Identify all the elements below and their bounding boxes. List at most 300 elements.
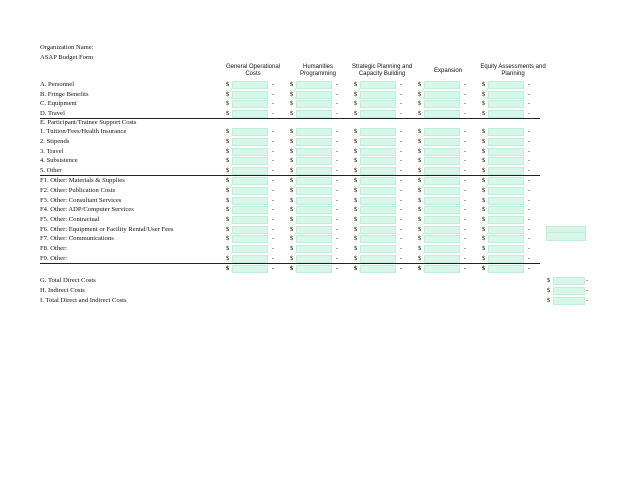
currency-symbol: $ bbox=[226, 206, 230, 213]
budget-input[interactable] bbox=[488, 206, 524, 214]
row-label: B. Fringe Benefits bbox=[40, 91, 89, 98]
currency-symbol: $ bbox=[547, 277, 551, 284]
value-dash: - bbox=[272, 216, 275, 223]
currency-symbol: $ bbox=[226, 245, 230, 252]
row-label: F8. Other: bbox=[40, 245, 68, 252]
budget-input[interactable] bbox=[296, 81, 332, 89]
value-dash: - bbox=[272, 206, 275, 213]
budget-input[interactable] bbox=[360, 148, 396, 156]
value-dash: - bbox=[336, 91, 339, 98]
budget-input[interactable] bbox=[232, 91, 268, 99]
budget-input[interactable] bbox=[488, 216, 524, 224]
value-dash: - bbox=[464, 255, 467, 262]
budget-input[interactable] bbox=[488, 138, 524, 146]
currency-symbol: $ bbox=[354, 235, 358, 242]
budget-input[interactable] bbox=[360, 255, 396, 263]
value-dash: - bbox=[272, 187, 275, 194]
currency-symbol: $ bbox=[482, 197, 486, 204]
value-dash: - bbox=[400, 255, 403, 262]
value-dash: - bbox=[272, 265, 275, 272]
value-dash: - bbox=[528, 265, 531, 272]
budget-input[interactable] bbox=[296, 167, 332, 175]
budget-input[interactable] bbox=[360, 81, 396, 89]
budget-input[interactable] bbox=[424, 157, 460, 165]
budget-input[interactable] bbox=[488, 255, 524, 263]
budget-input[interactable] bbox=[360, 128, 396, 136]
budget-input[interactable] bbox=[488, 81, 524, 89]
section-divider bbox=[40, 263, 540, 264]
value-dash: - bbox=[400, 245, 403, 252]
value-dash: - bbox=[272, 167, 275, 174]
currency-symbol: $ bbox=[290, 91, 294, 98]
budget-input[interactable] bbox=[488, 245, 524, 253]
budget-input[interactable] bbox=[232, 255, 268, 263]
budget-input[interactable] bbox=[296, 100, 332, 108]
budget-input[interactable] bbox=[424, 128, 460, 136]
currency-symbol: $ bbox=[290, 157, 294, 164]
total-label: G. Total Direct Costs bbox=[40, 277, 96, 284]
currency-symbol: $ bbox=[482, 187, 486, 194]
value-dash: - bbox=[336, 177, 339, 184]
column-header-humanities: Humanities Programming bbox=[299, 64, 336, 77]
budget-input[interactable] bbox=[424, 81, 460, 89]
value-dash: - bbox=[528, 157, 531, 164]
value-dash: - bbox=[272, 128, 275, 135]
currency-symbol: $ bbox=[482, 255, 486, 262]
currency-symbol: $ bbox=[354, 226, 358, 233]
budget-input[interactable] bbox=[488, 226, 524, 234]
total-input[interactable] bbox=[553, 277, 585, 285]
value-dash: - bbox=[528, 91, 531, 98]
currency-symbol: $ bbox=[290, 216, 294, 223]
currency-symbol: $ bbox=[354, 128, 358, 135]
total-label: H. Indirect Costs bbox=[40, 287, 85, 294]
currency-symbol: $ bbox=[482, 177, 486, 184]
value-dash: - bbox=[400, 206, 403, 213]
budget-input[interactable] bbox=[296, 138, 332, 146]
budget-input[interactable] bbox=[488, 197, 524, 205]
budget-input[interactable] bbox=[232, 235, 268, 243]
currency-symbol: $ bbox=[418, 81, 422, 88]
currency-symbol: $ bbox=[354, 167, 358, 174]
currency-symbol: $ bbox=[290, 187, 294, 194]
column-header-equity: Equity Assessments and Planning bbox=[480, 64, 546, 77]
value-dash: - bbox=[400, 128, 403, 135]
value-dash: - bbox=[272, 197, 275, 204]
currency-symbol: $ bbox=[354, 255, 358, 262]
currency-symbol: $ bbox=[226, 110, 230, 117]
budget-input[interactable] bbox=[546, 232, 586, 241]
value-dash: - bbox=[528, 167, 531, 174]
currency-symbol: $ bbox=[482, 110, 486, 117]
budget-input[interactable] bbox=[360, 138, 396, 146]
row-label: F7. Other: Communications bbox=[40, 235, 114, 242]
budget-input[interactable] bbox=[296, 157, 332, 165]
budget-input[interactable] bbox=[296, 216, 332, 224]
value-dash: - bbox=[464, 157, 467, 164]
currency-symbol: $ bbox=[418, 216, 422, 223]
section-divider bbox=[40, 175, 540, 176]
budget-input[interactable] bbox=[424, 177, 460, 185]
currency-symbol: $ bbox=[418, 235, 422, 242]
value-dash: - bbox=[400, 216, 403, 223]
currency-symbol: $ bbox=[226, 167, 230, 174]
currency-symbol: $ bbox=[418, 197, 422, 204]
total-input[interactable] bbox=[553, 287, 585, 295]
value-dash: - bbox=[336, 128, 339, 135]
currency-symbol: $ bbox=[354, 91, 358, 98]
column-total[interactable] bbox=[424, 265, 460, 273]
value-dash: - bbox=[336, 226, 339, 233]
currency-symbol: $ bbox=[418, 100, 422, 107]
budget-input[interactable] bbox=[232, 197, 268, 205]
currency-symbol: $ bbox=[226, 177, 230, 184]
currency-symbol: $ bbox=[226, 81, 230, 88]
row-label: F3. Other: Consultant Services bbox=[40, 197, 122, 204]
budget-input[interactable] bbox=[232, 245, 268, 253]
value-dash: - bbox=[464, 197, 467, 204]
value-dash: - bbox=[586, 287, 589, 294]
currency-symbol: $ bbox=[290, 235, 294, 242]
currency-symbol: $ bbox=[226, 235, 230, 242]
budget-input[interactable] bbox=[488, 100, 524, 108]
value-dash: - bbox=[528, 100, 531, 107]
row-label: F2. Other: Publication Costs bbox=[40, 187, 116, 194]
currency-symbol: $ bbox=[547, 287, 551, 294]
value-dash: - bbox=[464, 167, 467, 174]
budget-input[interactable] bbox=[360, 100, 396, 108]
budget-input[interactable] bbox=[424, 245, 460, 253]
currency-symbol: $ bbox=[482, 128, 486, 135]
currency-symbol: $ bbox=[290, 128, 294, 135]
currency-symbol: $ bbox=[290, 81, 294, 88]
currency-symbol: $ bbox=[418, 157, 422, 164]
value-dash: - bbox=[528, 197, 531, 204]
currency-symbol: $ bbox=[418, 265, 422, 272]
budget-input[interactable] bbox=[296, 206, 332, 214]
budget-input[interactable] bbox=[360, 197, 396, 205]
currency-symbol: $ bbox=[226, 265, 230, 272]
currency-symbol: $ bbox=[418, 110, 422, 117]
value-dash: - bbox=[464, 100, 467, 107]
value-dash: - bbox=[272, 91, 275, 98]
budget-input[interactable] bbox=[296, 91, 332, 99]
budget-input[interactable] bbox=[488, 235, 524, 243]
value-dash: - bbox=[272, 110, 275, 117]
budget-input[interactable] bbox=[488, 91, 524, 99]
budget-input[interactable] bbox=[424, 216, 460, 224]
currency-symbol: $ bbox=[226, 148, 230, 155]
row-label: F4. Other: ADP/Computer Services bbox=[40, 206, 134, 213]
currency-symbol: $ bbox=[226, 138, 230, 145]
value-dash: - bbox=[464, 91, 467, 98]
value-dash: - bbox=[464, 226, 467, 233]
value-dash: - bbox=[336, 187, 339, 194]
currency-symbol: $ bbox=[354, 187, 358, 194]
value-dash: - bbox=[400, 91, 403, 98]
value-dash: - bbox=[400, 235, 403, 242]
currency-symbol: $ bbox=[354, 157, 358, 164]
value-dash: - bbox=[400, 265, 403, 272]
currency-symbol: $ bbox=[418, 91, 422, 98]
value-dash: - bbox=[464, 81, 467, 88]
budget-input[interactable] bbox=[296, 110, 332, 118]
value-dash: - bbox=[400, 100, 403, 107]
currency-symbol: $ bbox=[482, 245, 486, 252]
budget-input[interactable] bbox=[488, 148, 524, 156]
budget-input[interactable] bbox=[424, 110, 460, 118]
budget-input[interactable] bbox=[296, 187, 332, 195]
currency-symbol: $ bbox=[290, 138, 294, 145]
column-header-expansion: Expansion bbox=[433, 68, 463, 74]
value-dash: - bbox=[528, 226, 531, 233]
budget-input[interactable] bbox=[424, 91, 460, 99]
currency-symbol: $ bbox=[226, 197, 230, 204]
value-dash: - bbox=[400, 226, 403, 233]
value-dash: - bbox=[272, 100, 275, 107]
currency-symbol: $ bbox=[354, 81, 358, 88]
budget-input[interactable] bbox=[232, 206, 268, 214]
column-header-strategic-planning: Strategic Planning and Capacity Building bbox=[351, 64, 413, 77]
budget-input[interactable] bbox=[424, 197, 460, 205]
value-dash: - bbox=[400, 197, 403, 204]
budget-input[interactable] bbox=[296, 235, 332, 243]
currency-symbol: $ bbox=[290, 255, 294, 262]
currency-symbol: $ bbox=[482, 91, 486, 98]
budget-input[interactable] bbox=[424, 100, 460, 108]
value-dash: - bbox=[400, 157, 403, 164]
row-label: C. Equipment bbox=[40, 100, 77, 107]
currency-symbol: $ bbox=[354, 245, 358, 252]
budget-input[interactable] bbox=[424, 187, 460, 195]
value-dash: - bbox=[528, 177, 531, 184]
value-dash: - bbox=[464, 148, 467, 155]
budget-input[interactable] bbox=[296, 255, 332, 263]
value-dash: - bbox=[528, 206, 531, 213]
budget-input[interactable] bbox=[360, 157, 396, 165]
currency-symbol: $ bbox=[418, 206, 422, 213]
value-dash: - bbox=[464, 206, 467, 213]
value-dash: - bbox=[400, 187, 403, 194]
value-dash: - bbox=[528, 81, 531, 88]
currency-symbol: $ bbox=[482, 216, 486, 223]
value-dash: - bbox=[586, 297, 589, 304]
value-dash: - bbox=[400, 81, 403, 88]
column-total[interactable] bbox=[360, 265, 396, 273]
value-dash: - bbox=[336, 148, 339, 155]
budget-input[interactable] bbox=[424, 235, 460, 243]
budget-input[interactable] bbox=[232, 110, 268, 118]
budget-input[interactable] bbox=[488, 128, 524, 136]
budget-input[interactable] bbox=[360, 110, 396, 118]
budget-input[interactable] bbox=[360, 91, 396, 99]
currency-symbol: $ bbox=[418, 167, 422, 174]
budget-input[interactable] bbox=[360, 226, 396, 234]
value-dash: - bbox=[400, 110, 403, 117]
value-dash: - bbox=[528, 216, 531, 223]
currency-symbol: $ bbox=[482, 81, 486, 88]
currency-symbol: $ bbox=[354, 206, 358, 213]
currency-symbol: $ bbox=[418, 245, 422, 252]
budget-input[interactable] bbox=[296, 197, 332, 205]
budget-input[interactable] bbox=[232, 187, 268, 195]
currency-symbol: $ bbox=[226, 216, 230, 223]
value-dash: - bbox=[272, 255, 275, 262]
budget-input[interactable] bbox=[488, 177, 524, 185]
budget-input[interactable] bbox=[232, 167, 268, 175]
value-dash: - bbox=[464, 265, 467, 272]
section-divider bbox=[40, 118, 540, 119]
budget-input[interactable] bbox=[232, 138, 268, 146]
value-dash: - bbox=[272, 226, 275, 233]
currency-symbol: $ bbox=[482, 157, 486, 164]
budget-input[interactable] bbox=[296, 177, 332, 185]
column-total[interactable] bbox=[296, 265, 332, 273]
value-dash: - bbox=[336, 81, 339, 88]
row-label: F5. Other: Contractual bbox=[40, 216, 100, 223]
row-label: F6. Other: Equipment or Facility Rental/User Fees bbox=[40, 226, 174, 233]
budget-input[interactable] bbox=[296, 128, 332, 136]
budget-input[interactable] bbox=[360, 216, 396, 224]
column-total[interactable] bbox=[232, 265, 268, 273]
currency-symbol: $ bbox=[290, 148, 294, 155]
budget-input[interactable] bbox=[360, 235, 396, 243]
currency-symbol: $ bbox=[354, 177, 358, 184]
value-dash: - bbox=[336, 216, 339, 223]
value-dash: - bbox=[586, 277, 589, 284]
currency-symbol: $ bbox=[290, 226, 294, 233]
value-dash: - bbox=[464, 138, 467, 145]
currency-symbol: $ bbox=[290, 110, 294, 117]
currency-symbol: $ bbox=[418, 187, 422, 194]
value-dash: - bbox=[272, 138, 275, 145]
org-name-label: Organization Name: bbox=[40, 44, 94, 51]
budget-input[interactable] bbox=[232, 157, 268, 165]
budget-input[interactable] bbox=[424, 226, 460, 234]
currency-symbol: $ bbox=[482, 167, 486, 174]
total-label: I. Total Direct and Indirect Costs bbox=[40, 297, 127, 304]
budget-input[interactable] bbox=[232, 81, 268, 89]
column-header-general-operational: General Operational Costs bbox=[225, 64, 281, 77]
budget-input[interactable] bbox=[488, 167, 524, 175]
row-label: 5. Other bbox=[40, 167, 62, 174]
budget-input[interactable] bbox=[424, 167, 460, 175]
budget-input[interactable] bbox=[488, 110, 524, 118]
currency-symbol: $ bbox=[290, 245, 294, 252]
budget-input[interactable] bbox=[296, 148, 332, 156]
value-dash: - bbox=[528, 255, 531, 262]
row-label: F9. Other: bbox=[40, 255, 68, 262]
row-label: 2. Stipends bbox=[40, 138, 70, 145]
currency-symbol: $ bbox=[418, 226, 422, 233]
currency-symbol: $ bbox=[354, 138, 358, 145]
value-dash: - bbox=[272, 148, 275, 155]
currency-symbol: $ bbox=[290, 177, 294, 184]
currency-symbol: $ bbox=[290, 100, 294, 107]
budget-input[interactable] bbox=[424, 255, 460, 263]
currency-symbol: $ bbox=[482, 100, 486, 107]
budget-input[interactable] bbox=[488, 187, 524, 195]
value-dash: - bbox=[464, 110, 467, 117]
budget-input[interactable] bbox=[360, 167, 396, 175]
budget-input[interactable] bbox=[360, 187, 396, 195]
value-dash: - bbox=[464, 128, 467, 135]
value-dash: - bbox=[400, 148, 403, 155]
currency-symbol: $ bbox=[290, 167, 294, 174]
row-label: 3. Travel bbox=[40, 148, 64, 155]
currency-symbol: $ bbox=[418, 128, 422, 135]
budget-input[interactable] bbox=[232, 226, 268, 234]
value-dash: - bbox=[336, 110, 339, 117]
budget-input[interactable] bbox=[360, 177, 396, 185]
currency-symbol: $ bbox=[354, 265, 358, 272]
value-dash: - bbox=[464, 216, 467, 223]
currency-symbol: $ bbox=[482, 138, 486, 145]
value-dash: - bbox=[528, 110, 531, 117]
value-dash: - bbox=[336, 157, 339, 164]
row-label: D. Travel bbox=[40, 110, 65, 117]
value-dash: - bbox=[272, 177, 275, 184]
currency-symbol: $ bbox=[482, 265, 486, 272]
budget-input[interactable] bbox=[232, 128, 268, 136]
budget-input[interactable] bbox=[232, 216, 268, 224]
value-dash: - bbox=[272, 81, 275, 88]
row-label: E. Participant/Trainee Support Costs bbox=[40, 119, 137, 126]
value-dash: - bbox=[336, 265, 339, 272]
currency-symbol: $ bbox=[290, 265, 294, 272]
budget-input[interactable] bbox=[232, 100, 268, 108]
row-label: F1. Other: Materials & Supplies bbox=[40, 177, 125, 184]
currency-symbol: $ bbox=[418, 138, 422, 145]
currency-symbol: $ bbox=[290, 206, 294, 213]
budget-input[interactable] bbox=[296, 245, 332, 253]
value-dash: - bbox=[528, 235, 531, 242]
currency-symbol: $ bbox=[226, 157, 230, 164]
budget-input[interactable] bbox=[360, 245, 396, 253]
value-dash: - bbox=[272, 157, 275, 164]
currency-symbol: $ bbox=[482, 148, 486, 155]
value-dash: - bbox=[464, 245, 467, 252]
budget-input[interactable] bbox=[232, 148, 268, 156]
value-dash: - bbox=[272, 235, 275, 242]
currency-symbol: $ bbox=[354, 110, 358, 117]
currency-symbol: $ bbox=[290, 197, 294, 204]
currency-symbol: $ bbox=[226, 255, 230, 262]
budget-input[interactable] bbox=[296, 226, 332, 234]
value-dash: - bbox=[336, 167, 339, 174]
budget-input[interactable] bbox=[424, 148, 460, 156]
currency-symbol: $ bbox=[354, 197, 358, 204]
value-dash: - bbox=[336, 138, 339, 145]
budget-input[interactable] bbox=[424, 206, 460, 214]
value-dash: - bbox=[400, 177, 403, 184]
value-dash: - bbox=[464, 235, 467, 242]
currency-symbol: $ bbox=[226, 226, 230, 233]
column-total[interactable] bbox=[488, 265, 524, 273]
budget-input[interactable] bbox=[424, 138, 460, 146]
budget-input[interactable] bbox=[232, 177, 268, 185]
value-dash: - bbox=[336, 100, 339, 107]
total-input[interactable] bbox=[553, 297, 585, 305]
value-dash: - bbox=[464, 187, 467, 194]
value-dash: - bbox=[528, 148, 531, 155]
budget-input[interactable] bbox=[360, 206, 396, 214]
value-dash: - bbox=[528, 138, 531, 145]
row-label: 4. Subsistence bbox=[40, 157, 78, 164]
budget-input[interactable] bbox=[488, 157, 524, 165]
value-dash: - bbox=[336, 206, 339, 213]
value-dash: - bbox=[464, 177, 467, 184]
